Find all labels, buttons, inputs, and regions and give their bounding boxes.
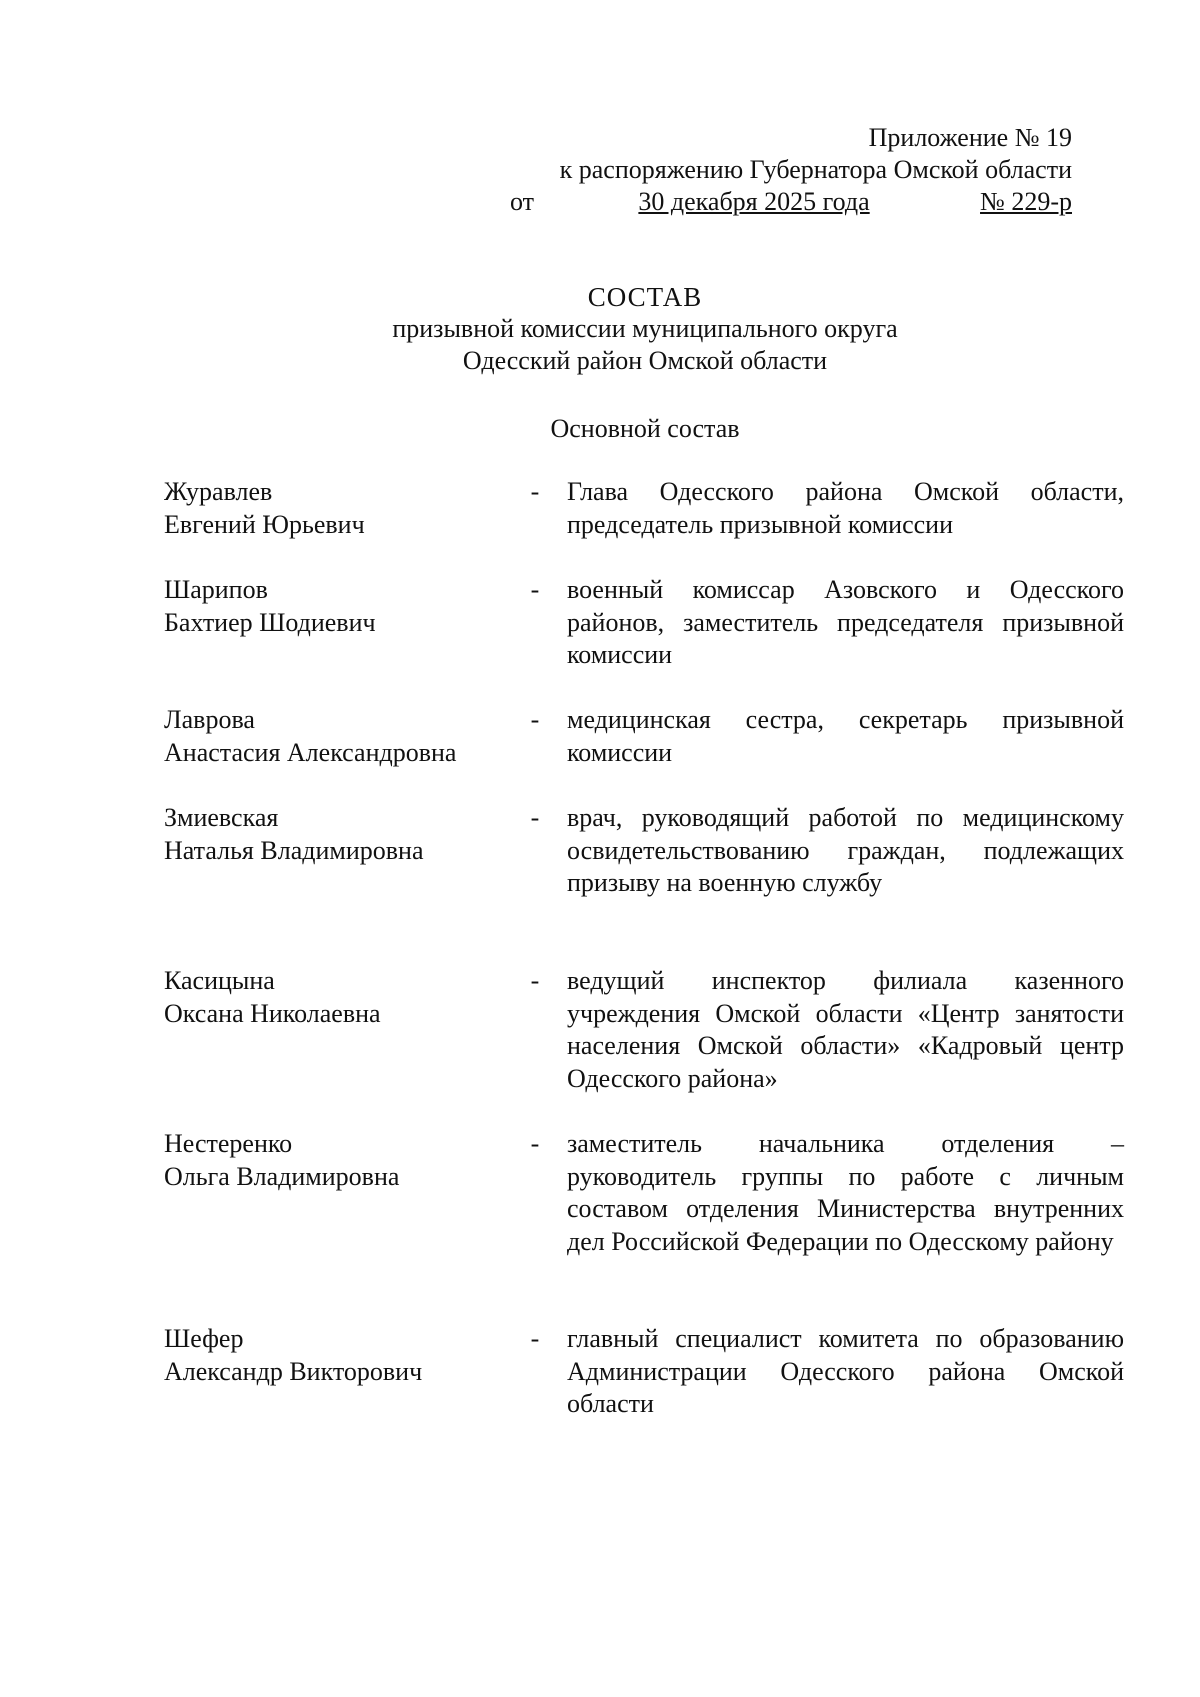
member-surname: Шарипов	[164, 575, 268, 604]
member-given-names: Наталья Владимировна	[164, 835, 424, 865]
order-from-label: от	[510, 187, 535, 216]
member-role: заместитель начальника отделения – руководитель группы по работе с личным составом отделения Министерства внутренних дел Российской Федерации по Одесскому району	[567, 1129, 1124, 1256]
member-dash: -	[530, 1129, 540, 1158]
member-dash: -	[530, 705, 540, 734]
member-surname: Касицына	[164, 966, 275, 995]
section-label: Основной состав	[550, 414, 740, 443]
member-name	[164, 802, 504, 867]
order-date: 30 декабря 2025 года	[638, 187, 870, 216]
member-given-names: Бахтиер Шодиевич	[164, 607, 376, 637]
member-dash: -	[530, 1324, 540, 1353]
member-role: Глава Одесского района Омской области, председатель призывной комиссии	[567, 477, 1124, 539]
member-given-names: Анастасия Александровна	[164, 737, 457, 767]
member-role: ведущий инспектор филиала казенного учреждения Омской области «Центр занятости населения Омской области» «Кадровый центр Одесского района»	[567, 966, 1124, 1093]
member-dash: -	[530, 966, 540, 995]
member-dash: -	[530, 575, 540, 604]
member-name	[164, 476, 504, 541]
appendix-order-line	[510, 186, 1072, 218]
member-surname: Нестеренко	[164, 1129, 293, 1158]
member-surname: Шефер	[164, 1324, 244, 1353]
document-title-block	[0, 281, 1200, 377]
member-surname: Журавлев	[164, 477, 273, 506]
member-surname: Змиевская	[164, 803, 279, 832]
member-role: военный комиссар Азовского и Одесского районов, заместитель председателя призывной комиссии	[567, 575, 1124, 669]
member-given-names: Евгений Юрьевич	[164, 509, 365, 539]
appendix-title: Приложение № 19	[868, 123, 1072, 152]
member-given-names: Ольга Владимировна	[164, 1161, 400, 1191]
member-dash: -	[530, 477, 540, 506]
appendix-header	[510, 122, 1072, 218]
member-role: главный специалист комитета по образованию Администрации Одесского района Омской области	[567, 1324, 1124, 1418]
member-name	[164, 1128, 504, 1193]
member-dash: -	[530, 803, 540, 832]
member-given-names: Александр Викторович	[164, 1356, 423, 1386]
member-name	[164, 704, 504, 769]
document-subtitle-line-1: призывной комиссии муниципального округа	[392, 314, 898, 343]
member-name	[164, 965, 504, 1030]
member-surname: Лаврова	[164, 705, 255, 734]
document-subtitle-line-2: Одесский район Омской области	[462, 346, 828, 375]
member-role: врач, руководящий работой по медицинскому освидетельствованию граждан, подлежащих призыву на военную службу	[567, 803, 1124, 897]
member-name	[164, 1323, 504, 1388]
order-number: № 229-р	[980, 187, 1072, 216]
appendix-order-reference: к распоряжению Губернатора Омской области	[559, 155, 1072, 184]
document-heading: СОСТАВ	[587, 282, 703, 312]
member-role: медицинская сестра, секретарь призывной комиссии	[567, 705, 1124, 767]
member-given-names: Оксана Николаевна	[164, 998, 381, 1028]
member-name	[164, 574, 504, 639]
